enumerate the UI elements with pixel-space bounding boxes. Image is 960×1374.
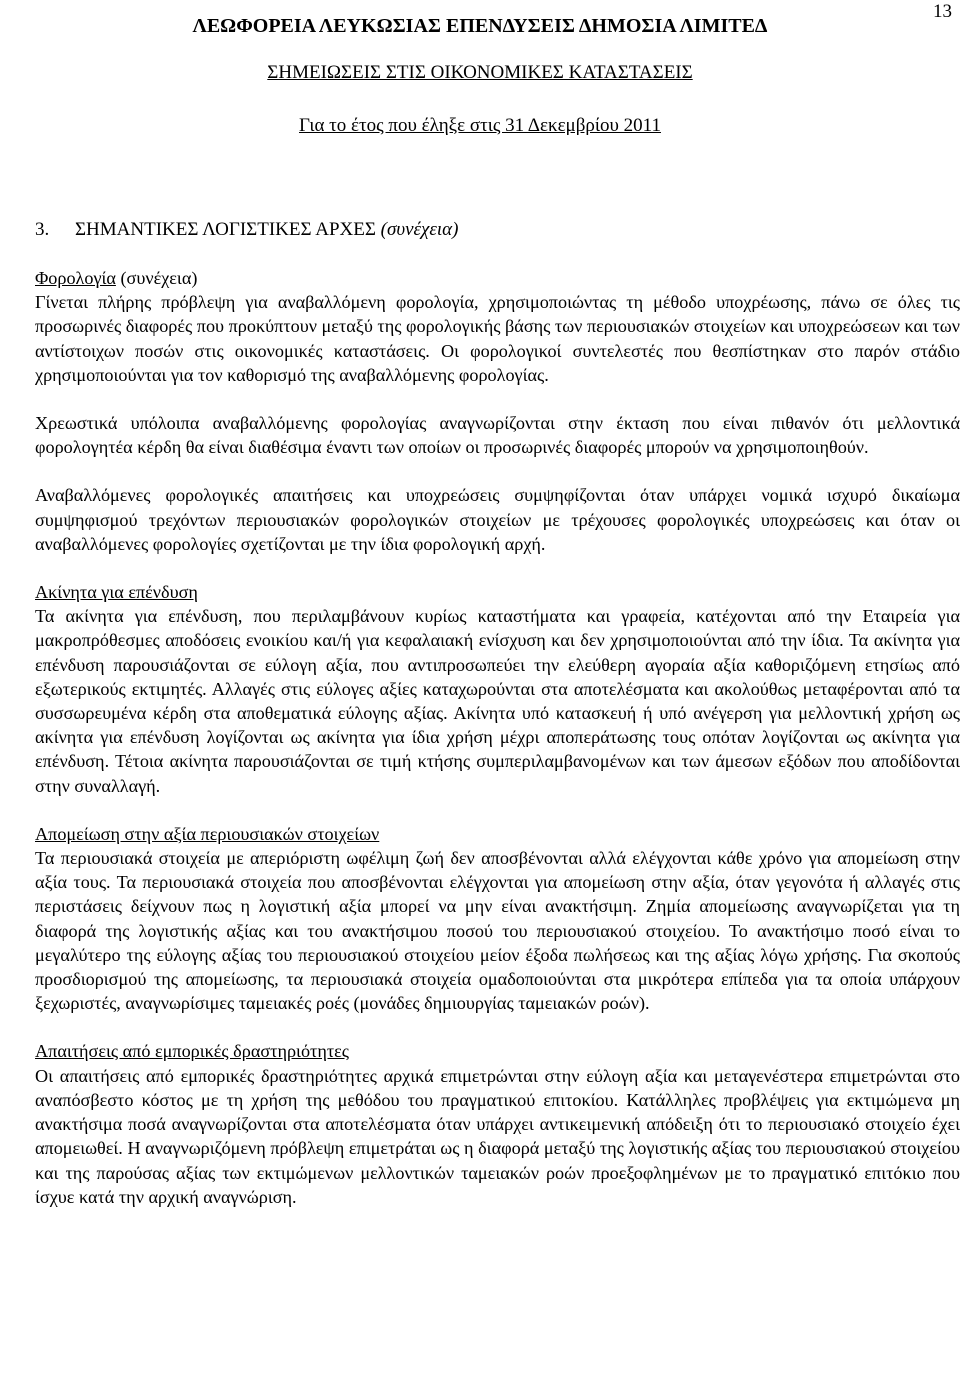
notes-title: ΣΗΜΕΙΩΣΕΙΣ ΣΤΙΣ ΟΙΚΟΝΟΜΙΚΕΣ ΚΑΤΑΣΤΑΣΕΙΣ: [267, 62, 693, 83]
taxation-heading-suffix: (συνέχεια): [115, 268, 198, 288]
section-continued: (συνέχεια): [380, 219, 459, 240]
investment-property-heading: [35, 580, 960, 604]
taxation-paragraph-2: Χρεωστικά υπόλοιπα αναβαλλόμενης φορολογίας αναγνωρίζονται στην έκταση που είναι πιθανόν ότι μελλοντικά φορολογητέα κέρδη θα είναι διαθέσιμα έναντι των οποίων οι προσωρινές διαφορές μπορούν να χρησιμοποιηθούν.: [35, 413, 960, 458]
reporting-period: Για το έτος που έληξε στις 31 Δεκεμβρίου 2011: [299, 115, 661, 136]
trade-receivables-heading-text: Απαιτήσεις από εμπορικές δραστηριότητες: [35, 1041, 350, 1062]
section-heading: [35, 218, 960, 242]
impairment-heading: [35, 822, 960, 846]
trade-receivables-paragraph: Οι απαιτήσεις από εμπορικές δραστηριότητες αρχικά επιμετρώνται στην εύλογη αξία και μεταγενέστερα επιμετρώνται στο αναπόσβεστο κόστος με τη χρήση της μεθόδου του πραγματικού επιτοκίου. Κατάλληλες προβλέψεις για εκτιμώμενα μη ανακτήσιμα ποσά αναγνωρίζονται στα αποτελέσματα όταν υπάρχει αντικειμενική απόδειξη ότι το περιουσιακό στοιχείο έχει απομειωθεί. Η αναγνωριζόμενη πρόβλεψη επιμετράται ως η διαφορά μεταξύ της λογιστικής αξίας του περιουσιακού στοιχείου και της παρούσας αξίας των εκτιμώμενων μελλοντικών ταμειακών ροών προεξοφλημένων με το πραγματικό επιτόκιο που ίσχυε κατά την αρχική αναγνώριση.: [35, 1065, 960, 1207]
taxation-heading: [35, 266, 960, 290]
document-header: [0, 14, 960, 138]
investment-property-paragraph: Τα ακίνητα για επένδυση, που περιλαμβάνουν κυρίως καταστήματα και γραφεία, κατέχονται από την Εταιρεία για μακροπρόθεσμες αποδόσεις ενοικίου και/ή για κεφαλαιακή ενίσχυση και δεν χρησιμοποιούνται από την ίδια. Τα ακίνητα για επένδυση παρουσιάζονται σε εύλογη αξία, που αντιπροσωπεύει την ελεύθερη αγοραία αξία καθοριζόμενη ετησίως από εξωτερικούς εκτιμητές. Αλλαγές στις εύλογες αξίες καταχωρούνται στα αποτελέσματα και ακολούθως μεταφέρονται από τα συσσωρευμένα κέρδη στα αποθεματικά εύλογης αξίας. Ακίνητα υπό κατασκευή ή υπό ανέγερση για μελλοντική χρήση ως ακίνητα για επένδυση λογίζονται ως ακίνητα για ίδια χρήση μέχρι αποπεράτωσης τους οπόταν λογίζονται ως ακίνητα για επένδυση. Τέτοια ακίνητα παρουσιάζονται σε τιμή κτήσης συμπεριλαμβανομένων και των άμεσων εξόδων που αποδίδονται στην συναλλαγή.: [35, 606, 960, 796]
section-title-text: ΣΗΜΑΝΤΙΚΕΣ ΛΟΓΙΣΤΙΚΕΣ ΑΡΧΕΣ: [75, 219, 376, 240]
company-name: ΛΕΩΦΟΡΕΙΑ ΛΕΥΚΩΣΙΑΣ ΕΠΕΝΔΥΣΕΙΣ ΔΗΜΟΣΙΑ ΛΙΜΙΤΕΔ: [192, 15, 768, 37]
taxation-paragraph-1: Γίνεται πλήρης πρόβλεψη για αναβαλλόμενη φορολογία, χρησιμοποιώντας τη μέθοδο υποχρέωσης, πάνω σε όλες τις προσωρινές διαφορές που προκύπτουν μεταξύ της φορολογικής βάσης των περιουσιακών στοιχείων και υποχρεώσεων και των αντίστοιχων ποσών στις οικονομικές καταστάσεις. Οι φορολογικοί συντελεστές που θεσπίστηκαν στο παρόν στάδιο χρησιμοποιούνται για τον καθορισμό της αναβαλλόμενης φορολογίας.: [35, 292, 960, 385]
impairment-heading-text: Απομείωση στην αξία περιουσιακών στοιχείων: [35, 823, 380, 844]
taxation-paragraph-3: Αναβαλλόμενες φορολογικές απαιτήσεις και υποχρεώσεις συμψηφίζονται όταν υπάρχει νομικά ισχυρό δικαίωμα συμψηφισμού τρεχόντων περιουσιακών φορολογικών στοιχείων με τρέχουσες φορολογικές υποχρεώσεις και όταν οι αναβαλλόμενες φορολογίες σχετίζονται με την ίδια φορολογική αρχή.: [35, 485, 960, 554]
section-title: [75, 218, 458, 242]
taxation-heading-text: Φορολογία: [35, 268, 116, 288]
impairment-paragraph: Τα περιουσιακά στοιχεία με απεριόριστη ωφέλιμη ζωή δεν αποσβένονται αλλά ελέγχονται κάθε χρόνο για απομείωση στην αξία τους. Τα περιουσιακά στοιχεία που αποσβένονται ελέγχονται για απομείωση στην αξία, όταν γεγονότα ή αλλαγές στις περιστάσεις δείχνουν πως η λογιστική αξία μπορεί να μην είναι ανακτήσιμη. Ζημία απομείωσης αναγνωρίζεται για τη διαφορά της λογιστικής αξίας και του ανακτήσιμου ποσού του περιουσιακού στοιχείου. Το ανακτήσιμο ποσό είναι το μεγαλύτερο της εύλογης αξίας του περιουσιακού στοιχείου μείον έξοδα πωλήσεως και της αξίας λόγω χρήσης. Για σκοπούς προσδιορισμού της απομείωσης, τα περιουσιακά στοιχεία ομαδοποιούνται στα μικρότερα επίπεδα για τα οποία υπάρχουν ξεχωριστές, αναγνωρίσιμες ταμειακές ροές (μονάδες δημιουργίας ταμειακών ροών).: [35, 848, 960, 1014]
page-number: 13: [933, 1, 952, 22]
trade-receivables-heading: [35, 1039, 960, 1063]
document-body: [35, 218, 960, 1209]
investment-property-heading-text: Ακίνητα για επένδυση: [35, 582, 198, 603]
section-number: 3.: [35, 219, 50, 240]
